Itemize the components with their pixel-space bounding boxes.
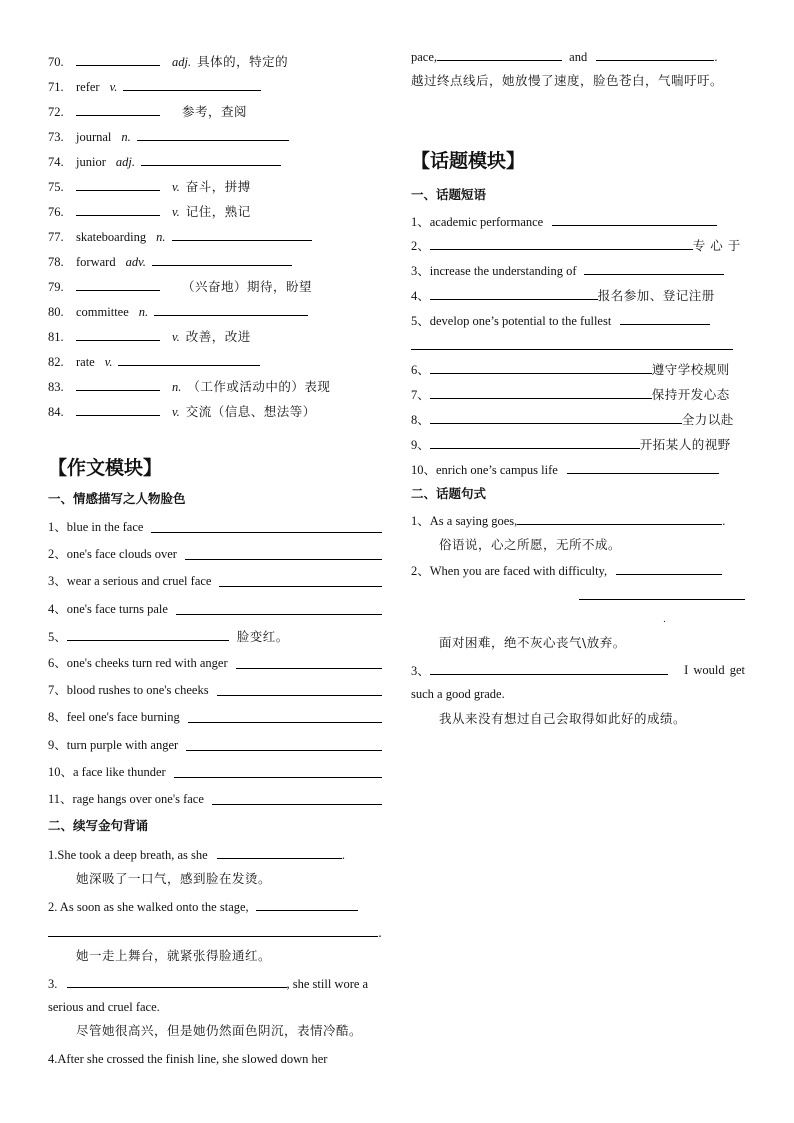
topic-phrase-1-blank[interactable] [552, 212, 717, 226]
topic-phrase-8 [411, 410, 734, 428]
writing-module-title: 【作文模块】 [48, 457, 163, 479]
sentence-1-translation: 她深吸了一口气，感到脸在发烫。 [76, 871, 272, 886]
vocab-meaning: 记住，熟记 [185, 204, 251, 219]
topic-phrase-10-blank[interactable] [567, 460, 719, 474]
vocab-item [48, 127, 289, 145]
sentence-3-num: 3. [48, 977, 58, 991]
sentence-4-pace: pace, [411, 50, 438, 64]
topic-sentence-1-blank[interactable] [517, 511, 722, 525]
face-phrase-meaning: 脸变红。 [236, 628, 289, 644]
face-phrase-text: 7、blood rushes to one's cheeks [48, 683, 209, 698]
vocab-blank[interactable] [123, 77, 261, 91]
topic-phrase-4 [411, 286, 715, 304]
face-phrase-item [48, 545, 382, 563]
face-phrase-text: 11、rage hangs over one's face [48, 792, 204, 806]
sentence-4-and: and [569, 50, 588, 64]
topic-phrase-3-blank[interactable] [584, 261, 724, 275]
vocab-pos: adj. [115, 155, 135, 169]
sentence-4-blank-2[interactable] [596, 47, 714, 61]
topic-sentence-1-text: 1、As a saying goes, [411, 514, 518, 528]
face-phrase-text: 10、a face like thunder [48, 764, 166, 779]
vocab-meaning: （兴奋地）期待，盼望 [182, 279, 313, 294]
vocab-blank[interactable] [76, 402, 160, 416]
vocab-item [48, 52, 288, 70]
face-phrase-text: 5、 [48, 629, 67, 644]
topic-phrase-8-blank[interactable] [430, 410, 682, 424]
vocab-meaning: 改善，改进 [185, 329, 251, 344]
vocab-blank[interactable] [118, 352, 260, 366]
topic-phrase-8-num: 8、 [411, 413, 430, 427]
face-phrase-blank[interactable] [217, 682, 382, 696]
vocab-pos: v. [172, 205, 180, 219]
sentence-2-blank[interactable] [256, 897, 358, 911]
topic-sentence-2-translation: 面对困难，绝不灰心丧气\放弃。 [439, 635, 626, 650]
vocab-word: skateboarding [76, 230, 147, 244]
writing-section-2-title: 二、续写金句背诵 [48, 818, 149, 833]
vocab-blank[interactable] [154, 302, 308, 316]
face-phrase-blank[interactable] [174, 764, 382, 778]
vocab-pos: v. [104, 355, 113, 369]
vocab-number: 71. [48, 80, 64, 94]
vocab-meaning: 交流（信息、想法等） [185, 404, 316, 419]
topic-phrase-10-text: 10、enrich one’s campus life [411, 463, 558, 477]
topic-phrase-6 [411, 360, 730, 378]
vocab-word: journal [76, 130, 112, 144]
vocab-meaning: 具体的，特定的 [197, 54, 289, 69]
topic-sentence-2-line-2 [579, 586, 745, 604]
topic-phrase-9-num: 9、 [411, 438, 430, 452]
vocab-item [48, 102, 247, 120]
vocab-number: 84. [48, 405, 64, 419]
face-phrase-text: 3、wear a serious and cruel face [48, 574, 212, 589]
vocab-item [48, 402, 316, 420]
vocab-blank[interactable] [141, 152, 281, 166]
topic-sentence-2-blank[interactable] [616, 561, 722, 575]
vocab-number: 70. [48, 55, 64, 69]
topic-phrase-5-text: 5、develop one’s potential to the fullest [411, 314, 612, 328]
vocab-meaning: 参考，查阅 [182, 104, 248, 119]
topic-sentence-2-text: 2、When you are faced with difficulty, [411, 564, 608, 578]
sentence-3-blank[interactable] [67, 974, 287, 988]
topic-phrase-4-zh: 报名参加、登记注册 [597, 288, 715, 303]
sentence-2-line-2: . [48, 923, 382, 941]
face-phrase-item [48, 627, 382, 645]
topic-phrase-6-zh: 遵守学校规则 [651, 362, 730, 377]
face-phrase-item [48, 518, 382, 536]
vocab-blank[interactable] [137, 127, 289, 141]
topic-module-title: 【话题模块】 [411, 150, 526, 172]
face-phrase-item [48, 736, 382, 754]
vocab-number: 72. [48, 105, 64, 119]
vocab-word: junior [76, 155, 106, 169]
sentence-4-cont: pace, and . [411, 47, 717, 65]
face-phrase-blank[interactable] [176, 601, 382, 615]
vocab-item [48, 377, 330, 395]
face-phrase-text: 1、blue in the face [48, 520, 144, 534]
face-phrase-text: 4、one's face turns pale [48, 601, 168, 616]
vocab-pos: n. [121, 130, 131, 144]
vocab-pos: v. [172, 405, 180, 419]
vocab-blank[interactable] [152, 252, 292, 266]
topic-phrase-5-blank[interactable] [620, 311, 710, 325]
sentence-4: 4.After she crossed the finish line, she slowed down her [48, 1052, 328, 1066]
vocab-number: 83. [48, 380, 64, 394]
topic-phrase-1-text: 1、academic performance [411, 215, 544, 229]
topic-phrase-7-zh: 保持开发心态 [651, 387, 730, 402]
vocab-item [48, 177, 251, 195]
face-phrase-blank[interactable] [236, 655, 382, 669]
vocab-number: 82. [48, 355, 64, 369]
face-phrase-item [48, 600, 382, 618]
vocab-blank[interactable] [76, 377, 160, 391]
vocab-number: 78. [48, 255, 64, 269]
topic-phrase-4-num: 4、 [411, 289, 430, 303]
topic-sentence-3-cont: such a good grade. [411, 687, 505, 701]
writing-section-1-title: 一、情感描写之人物脸色 [48, 491, 186, 506]
topic-sentence-3-blank[interactable] [430, 661, 668, 675]
face-phrase-text: 2、one's face clouds over [48, 547, 177, 562]
topic-sentence-3-text: I would get [684, 663, 745, 677]
face-phrase-text: 6、one's cheeks turn red with anger [48, 656, 228, 670]
topic-phrase-6-num: 6、 [411, 363, 430, 377]
sentence-3-translation: 尽管她很高兴，但是她仍然面色阴沉，表情冷酷。 [76, 1023, 363, 1038]
topic-phrase-9-blank[interactable] [430, 435, 640, 449]
vocab-pos: n. [172, 380, 182, 394]
vocab-number: 75. [48, 180, 64, 194]
face-phrase-blank[interactable] [188, 709, 382, 723]
vocab-blank[interactable] [76, 202, 160, 216]
vocab-blank[interactable] [76, 327, 160, 341]
face-phrase-text: 9、turn purple with anger [48, 737, 179, 752]
topic-phrase-2-num: 2、 [411, 239, 430, 253]
topic-phrase-7 [411, 385, 730, 403]
vocab-item [48, 277, 312, 295]
vocab-meaning: 奋斗，拼搏 [185, 179, 251, 194]
topic-phrase-3 [411, 261, 724, 279]
sentence-2-text: 2. As soon as she walked onto the stage, [48, 900, 249, 914]
topic-phrase-2 [411, 236, 741, 254]
vocab-number: 74. [48, 155, 64, 169]
vocab-item [48, 352, 260, 370]
face-phrase-blank[interactable] [212, 791, 382, 805]
topic-sentence-1: 1、As a saying goes, . [411, 511, 725, 529]
sentence-2 [48, 897, 358, 915]
topic-phrase-2-zh: 专 心 于 [692, 238, 741, 253]
sentence-2-translation: 她一走上舞台，就紧张得脸通红。 [76, 948, 272, 963]
vocab-blank[interactable] [76, 177, 160, 191]
face-phrase-item [48, 654, 382, 672]
vocab-word: committee [76, 305, 129, 319]
face-phrase-blank[interactable] [151, 519, 382, 533]
face-phrase-blank[interactable] [185, 546, 382, 560]
topic-phrase-8-zh: 全力以赴 [681, 412, 734, 427]
sentence-3 [48, 974, 368, 992]
topic-sentence-1-translation: 俗语说，心之所愿，无所不成。 [439, 537, 622, 552]
topic-phrase-5-blank-2[interactable] [411, 336, 733, 350]
topic-section-1-title: 一、话题短语 [411, 187, 487, 202]
topic-sentence-3-translation: 我从来没有想过自己会取得如此好的成绩。 [439, 711, 687, 726]
vocab-pos: adj. [172, 55, 192, 69]
vocab-pos: adv. [125, 255, 146, 269]
sentence-3-text: , she still wore a [286, 977, 369, 991]
face-phrase-item [48, 572, 382, 590]
topic-section-2-title: 二、话题句式 [411, 486, 487, 501]
vocab-word: forward [76, 255, 116, 269]
vocab-word: rate [76, 355, 95, 369]
topic-phrase-3-text: 3、increase the understanding of [411, 264, 577, 278]
vocab-meaning: （工作或活动中的）表现 [187, 379, 331, 394]
vocab-word: refer [76, 80, 100, 94]
sentence-1-text: 1.She took a deep breath, as she [48, 848, 208, 862]
sentence-3-cont: serious and cruel face. [48, 1000, 160, 1014]
topic-sentence-2-blank-2[interactable] [579, 586, 745, 600]
vocab-number: 76. [48, 205, 64, 219]
face-phrase-blank[interactable] [186, 737, 382, 751]
sentence-1: 1.She took a deep breath, as she . [48, 845, 345, 863]
vocab-pos: n. [156, 230, 166, 244]
topic-sentence-2-dot: . [663, 615, 666, 625]
vocab-blank[interactable] [172, 227, 312, 241]
sentence-4-blank-1[interactable] [437, 47, 562, 61]
vocab-item [48, 227, 312, 245]
topic-phrase-5-line-2 [411, 336, 733, 354]
vocab-number: 77. [48, 230, 64, 244]
vocab-number: 81. [48, 330, 64, 344]
vocab-pos: v. [109, 80, 118, 94]
topic-phrase-10 [411, 460, 719, 478]
face-phrase-item [48, 790, 382, 808]
vocab-item [48, 252, 292, 270]
vocab-pos: n. [138, 305, 149, 319]
vocab-item [48, 302, 308, 320]
face-phrase-blank[interactable] [67, 627, 229, 641]
vocab-number: 79. [48, 280, 64, 294]
sentence-1-blank[interactable] [217, 845, 342, 859]
vocab-item [48, 202, 251, 220]
topic-phrase-7-blank[interactable] [430, 385, 652, 399]
topic-sentence-2 [411, 561, 722, 579]
vocab-pos: v. [172, 330, 180, 344]
face-phrase-text: 8、feel one's face burning [48, 710, 180, 725]
face-phrase-blank[interactable] [219, 573, 382, 587]
topic-phrase-2-blank[interactable] [430, 236, 693, 250]
face-phrase-item [48, 763, 382, 781]
vocab-pos: v. [172, 180, 180, 194]
topic-sentence-3 [411, 661, 745, 679]
vocab-item [48, 77, 261, 95]
vocab-item [48, 327, 251, 345]
topic-phrase-6-blank[interactable] [430, 360, 652, 374]
topic-phrase-1 [411, 212, 717, 230]
sentence-2-blank-2[interactable] [48, 923, 378, 937]
vocab-item [48, 152, 281, 170]
topic-sentence-3-num: 3、 [411, 664, 430, 678]
vocab-blank[interactable] [76, 277, 160, 291]
vocab-number: 73. [48, 130, 64, 144]
topic-phrase-4-blank[interactable] [430, 286, 598, 300]
vocab-blank[interactable] [76, 52, 160, 66]
face-phrase-item [48, 708, 382, 726]
topic-phrase-7-num: 7、 [411, 388, 430, 402]
topic-phrase-5 [411, 311, 710, 329]
vocab-blank[interactable] [76, 102, 160, 116]
vocab-number: 80. [48, 305, 64, 319]
topic-phrase-9 [411, 435, 731, 453]
sentence-4-translation: 越过终点线后，她放慢了速度，脸色苍白，气喘吁吁。 [411, 73, 724, 88]
topic-phrase-9-zh: 开拓某人的视野 [639, 437, 731, 452]
face-phrase-item [48, 681, 382, 699]
